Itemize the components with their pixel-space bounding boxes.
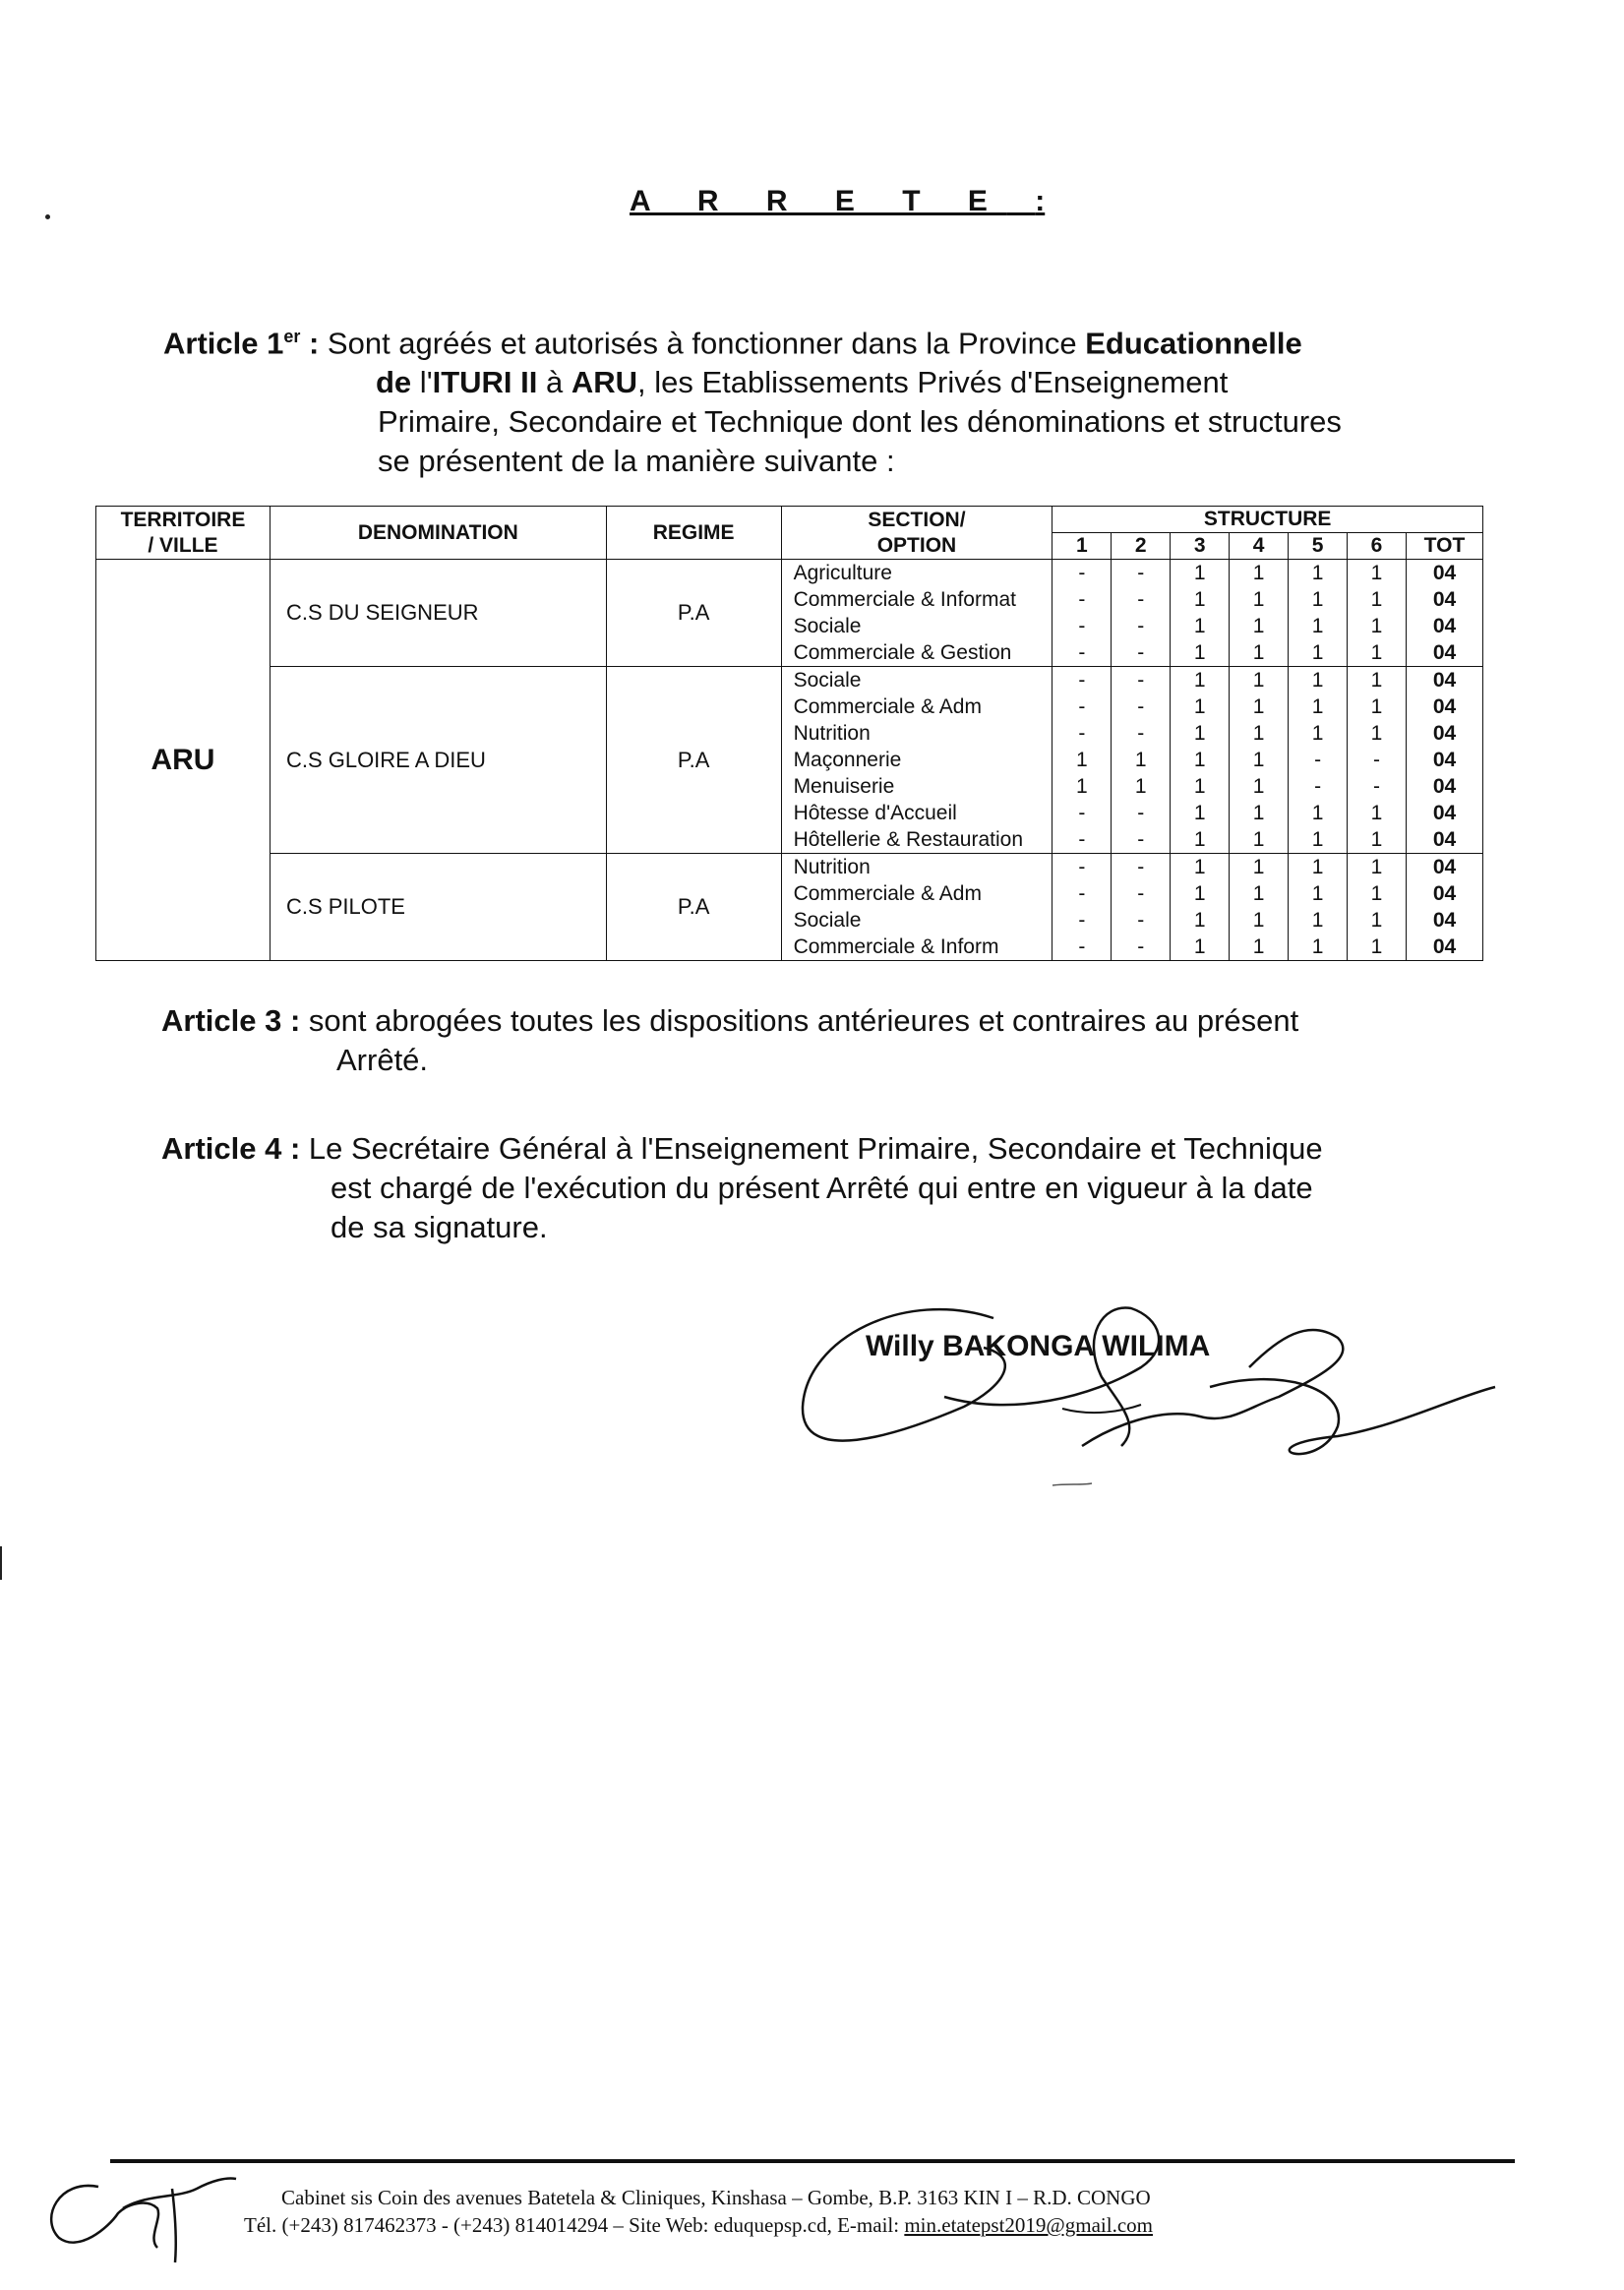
footer-initials [39, 2159, 246, 2267]
total-cell: 04 [1406, 854, 1482, 881]
article-3-label: Article 3 : [161, 1003, 301, 1038]
structure-cell-2: - [1112, 880, 1171, 907]
structure-cell-5: 1 [1289, 854, 1348, 881]
option-cell: Agriculture [781, 560, 1053, 587]
structure-cell-4: 1 [1230, 907, 1289, 934]
structure-cell-2: - [1112, 560, 1171, 587]
school-regime: P.A [606, 667, 781, 854]
school-name: C.S PILOTE [270, 854, 606, 961]
structure-cell-3: 1 [1171, 907, 1230, 934]
structure-cell-5: 1 [1289, 800, 1348, 826]
structure-cell-3: 1 [1171, 639, 1230, 667]
structure-cell-2: - [1112, 586, 1171, 613]
structure-cell-6: 1 [1348, 667, 1407, 694]
total-cell: 04 [1406, 586, 1482, 613]
structure-cell-4: 1 [1230, 639, 1289, 667]
structure-cell-4: 1 [1230, 560, 1289, 587]
structure-cell-1: - [1053, 826, 1112, 854]
structure-cell-6: - [1348, 747, 1407, 773]
option-cell: Commerciale & Informat [781, 586, 1053, 613]
structure-cell-2: - [1112, 826, 1171, 854]
school-regime: P.A [606, 854, 781, 961]
total-cell: 04 [1406, 934, 1482, 961]
structure-cell-5: 1 [1289, 667, 1348, 694]
structure-cell-6: 1 [1348, 826, 1407, 854]
option-cell: Nutrition [781, 854, 1053, 881]
document-title: A R R E T E : [630, 185, 1046, 217]
structure-cell-6: 1 [1348, 586, 1407, 613]
structure-cell-4: 1 [1230, 613, 1289, 639]
structure-cell-3: 1 [1171, 667, 1230, 694]
signatory-name: Willy BAKONGA WILIMA [866, 1330, 1211, 1362]
school-regime: P.A [606, 560, 781, 667]
structure-cell-5: 1 [1289, 613, 1348, 639]
structure-cell-6: 1 [1348, 613, 1407, 639]
total-cell: 04 [1406, 667, 1482, 694]
option-cell: Commerciale & Adm [781, 693, 1053, 720]
article-1-line-3: Primaire, Secondaire et Technique dont les dénominations et structures [378, 404, 1342, 440]
structure-cell-5: 1 [1289, 907, 1348, 934]
scan-speck [45, 214, 50, 219]
total-cell: 04 [1406, 773, 1482, 800]
structure-cell-3: 1 [1171, 934, 1230, 961]
header-denomination: DENOMINATION [270, 507, 606, 560]
structure-cell-1: - [1053, 560, 1112, 587]
structure-cell-2: - [1112, 934, 1171, 961]
structure-cell-5: 1 [1289, 826, 1348, 854]
header-territoire: TERRITOIRE / VILLE [96, 507, 271, 560]
option-cell: Hôtellerie & Restauration [781, 826, 1053, 854]
table-body [96, 560, 1483, 961]
article-1-line-4: se présentent de la manière suivante : [378, 444, 895, 479]
structure-cell-2: - [1112, 800, 1171, 826]
structure-cell-4: 1 [1230, 747, 1289, 773]
structure-cell-1: 1 [1053, 747, 1112, 773]
footer-email: min.etatepst2019@gmail.com [904, 2213, 1153, 2237]
structure-cell-1: 1 [1053, 773, 1112, 800]
total-cell: 04 [1406, 613, 1482, 639]
structure-cell-2: - [1112, 639, 1171, 667]
option-cell: Hôtesse d'Accueil [781, 800, 1053, 826]
structure-cell-2: - [1112, 693, 1171, 720]
structure-cell-5: 1 [1289, 586, 1348, 613]
footer-contacts: Tél. (+243) 817462373 - (+243) 814014294 – Site Web: eduquepsp.cd, E-mail: min.etatepst2019@gmail.com [244, 2213, 1153, 2237]
header-col-tot: TOT [1406, 533, 1482, 560]
structure-cell-4: 1 [1230, 667, 1289, 694]
header-section: SECTION/ OPTION [781, 507, 1053, 560]
structure-cell-6: 1 [1348, 639, 1407, 667]
structure-cell-6: 1 [1348, 800, 1407, 826]
structure-cell-3: 1 [1171, 854, 1230, 881]
structure-cell-2: - [1112, 907, 1171, 934]
structure-cell-1: - [1053, 854, 1112, 881]
structure-cell-6: 1 [1348, 720, 1407, 747]
article-1 [163, 317, 1442, 481]
structure-cell-1: - [1053, 586, 1112, 613]
table-row [96, 854, 1483, 881]
total-cell: 04 [1406, 907, 1482, 934]
total-cell: 04 [1406, 880, 1482, 907]
structure-cell-2: - [1112, 667, 1171, 694]
scan-speck [0, 1546, 2, 1580]
structure-cell-3: 1 [1171, 586, 1230, 613]
structure-cell-6: 1 [1348, 560, 1407, 587]
structure-cell-6: 1 [1348, 907, 1407, 934]
structure-cell-1: - [1053, 613, 1112, 639]
signature-flourish [787, 1249, 1515, 1505]
footer-rule [110, 2159, 1515, 2163]
structure-cell-4: 1 [1230, 826, 1289, 854]
structure-cell-4: 1 [1230, 934, 1289, 961]
option-cell: Commerciale & Inform [781, 934, 1053, 961]
option-cell: Sociale [781, 907, 1053, 934]
article-1-line-2: de l'ITURI II à ARU, les Etablissements Privés d'Enseignement [376, 365, 1229, 400]
structure-cell-3: 1 [1171, 826, 1230, 854]
total-cell: 04 [1406, 560, 1482, 587]
option-cell: Commerciale & Gestion [781, 639, 1053, 667]
total-cell: 04 [1406, 800, 1482, 826]
option-cell: Menuiserie [781, 773, 1053, 800]
table-row [96, 667, 1483, 694]
total-cell: 04 [1406, 693, 1482, 720]
structure-cell-1: - [1053, 880, 1112, 907]
structure-cell-1: - [1053, 907, 1112, 934]
article-4: Article 4 : Le Secrétaire Général à l'Enseignement Primaire, Secondaire et Technique est chargé de l'exécution du présent Arrêté qui entre en vigueur à la date de sa signature. [161, 1131, 1323, 1244]
table-header-row [96, 507, 1483, 533]
schools-table [95, 506, 1483, 961]
structure-cell-1: - [1053, 800, 1112, 826]
structure-cell-4: 1 [1230, 773, 1289, 800]
structure-cell-6: - [1348, 773, 1407, 800]
school-name: C.S GLOIRE A DIEU [270, 667, 606, 854]
structure-cell-4: 1 [1230, 693, 1289, 720]
header-structure: STRUCTURE [1053, 507, 1483, 533]
structure-cell-5: 1 [1289, 720, 1348, 747]
article-1-label: Article 1 [163, 326, 284, 361]
option-cell: Sociale [781, 613, 1053, 639]
header-col-1: 1 [1053, 533, 1112, 560]
structure-cell-1: - [1053, 934, 1112, 961]
structure-cell-5: 1 [1289, 934, 1348, 961]
structure-cell-3: 1 [1171, 560, 1230, 587]
header-col-6: 6 [1348, 533, 1407, 560]
structure-cell-3: 1 [1171, 693, 1230, 720]
structure-cell-3: 1 [1171, 880, 1230, 907]
total-cell: 04 [1406, 826, 1482, 854]
structure-cell-4: 1 [1230, 800, 1289, 826]
structure-cell-3: 1 [1171, 773, 1230, 800]
structure-cell-2: - [1112, 613, 1171, 639]
structure-cell-4: 1 [1230, 720, 1289, 747]
option-cell: Nutrition [781, 720, 1053, 747]
structure-cell-4: 1 [1230, 586, 1289, 613]
option-cell: Maçonnerie [781, 747, 1053, 773]
option-cell: Commerciale & Adm [781, 880, 1053, 907]
structure-cell-6: 1 [1348, 693, 1407, 720]
structure-cell-5: 1 [1289, 693, 1348, 720]
structure-cell-3: 1 [1171, 720, 1230, 747]
table-row [96, 560, 1483, 587]
structure-cell-1: - [1053, 693, 1112, 720]
structure-cell-4: 1 [1230, 880, 1289, 907]
header-regime: REGIME [606, 507, 781, 560]
structure-cell-3: 1 [1171, 747, 1230, 773]
structure-cell-6: 1 [1348, 934, 1407, 961]
header-col-2: 2 [1112, 533, 1171, 560]
structure-cell-3: 1 [1171, 613, 1230, 639]
structure-cell-5: - [1289, 747, 1348, 773]
structure-cell-2: - [1112, 854, 1171, 881]
article-1-line-1: Article 1er : Sont agréés et autorisés à fonctionner dans la Province Educationnelle [163, 326, 1302, 361]
total-cell: 04 [1406, 720, 1482, 747]
header-col-3: 3 [1171, 533, 1230, 560]
structure-cell-5: 1 [1289, 639, 1348, 667]
structure-cell-6: 1 [1348, 880, 1407, 907]
total-cell: 04 [1406, 747, 1482, 773]
structure-cell-5: 1 [1289, 880, 1348, 907]
structure-cell-2: 1 [1112, 773, 1171, 800]
header-col-5: 5 [1289, 533, 1348, 560]
structure-cell-5: - [1289, 773, 1348, 800]
structure-cell-2: 1 [1112, 747, 1171, 773]
structure-cell-4: 1 [1230, 854, 1289, 881]
structure-cell-2: - [1112, 720, 1171, 747]
structure-cell-6: 1 [1348, 854, 1407, 881]
structure-cell-1: - [1053, 667, 1112, 694]
article-4-label: Article 4 : [161, 1131, 301, 1166]
school-name: C.S DU SEIGNEUR [270, 560, 606, 667]
structure-cell-1: - [1053, 720, 1112, 747]
structure-cell-3: 1 [1171, 800, 1230, 826]
footer-address: Cabinet sis Coin des avenues Batetela & Cliniques, Kinshasa – Gombe, B.P. 3163 KIN I – R.D. CONGO [281, 2186, 1151, 2209]
territoire-cell: ARU [96, 560, 271, 961]
option-cell: Sociale [781, 667, 1053, 694]
article-3: Article 3 : sont abrogées toutes les dispositions antérieures et contraires au présent Arrêté. [161, 1003, 1299, 1077]
header-col-4: 4 [1230, 533, 1289, 560]
structure-cell-1: - [1053, 639, 1112, 667]
total-cell: 04 [1406, 639, 1482, 667]
structure-cell-5: 1 [1289, 560, 1348, 587]
